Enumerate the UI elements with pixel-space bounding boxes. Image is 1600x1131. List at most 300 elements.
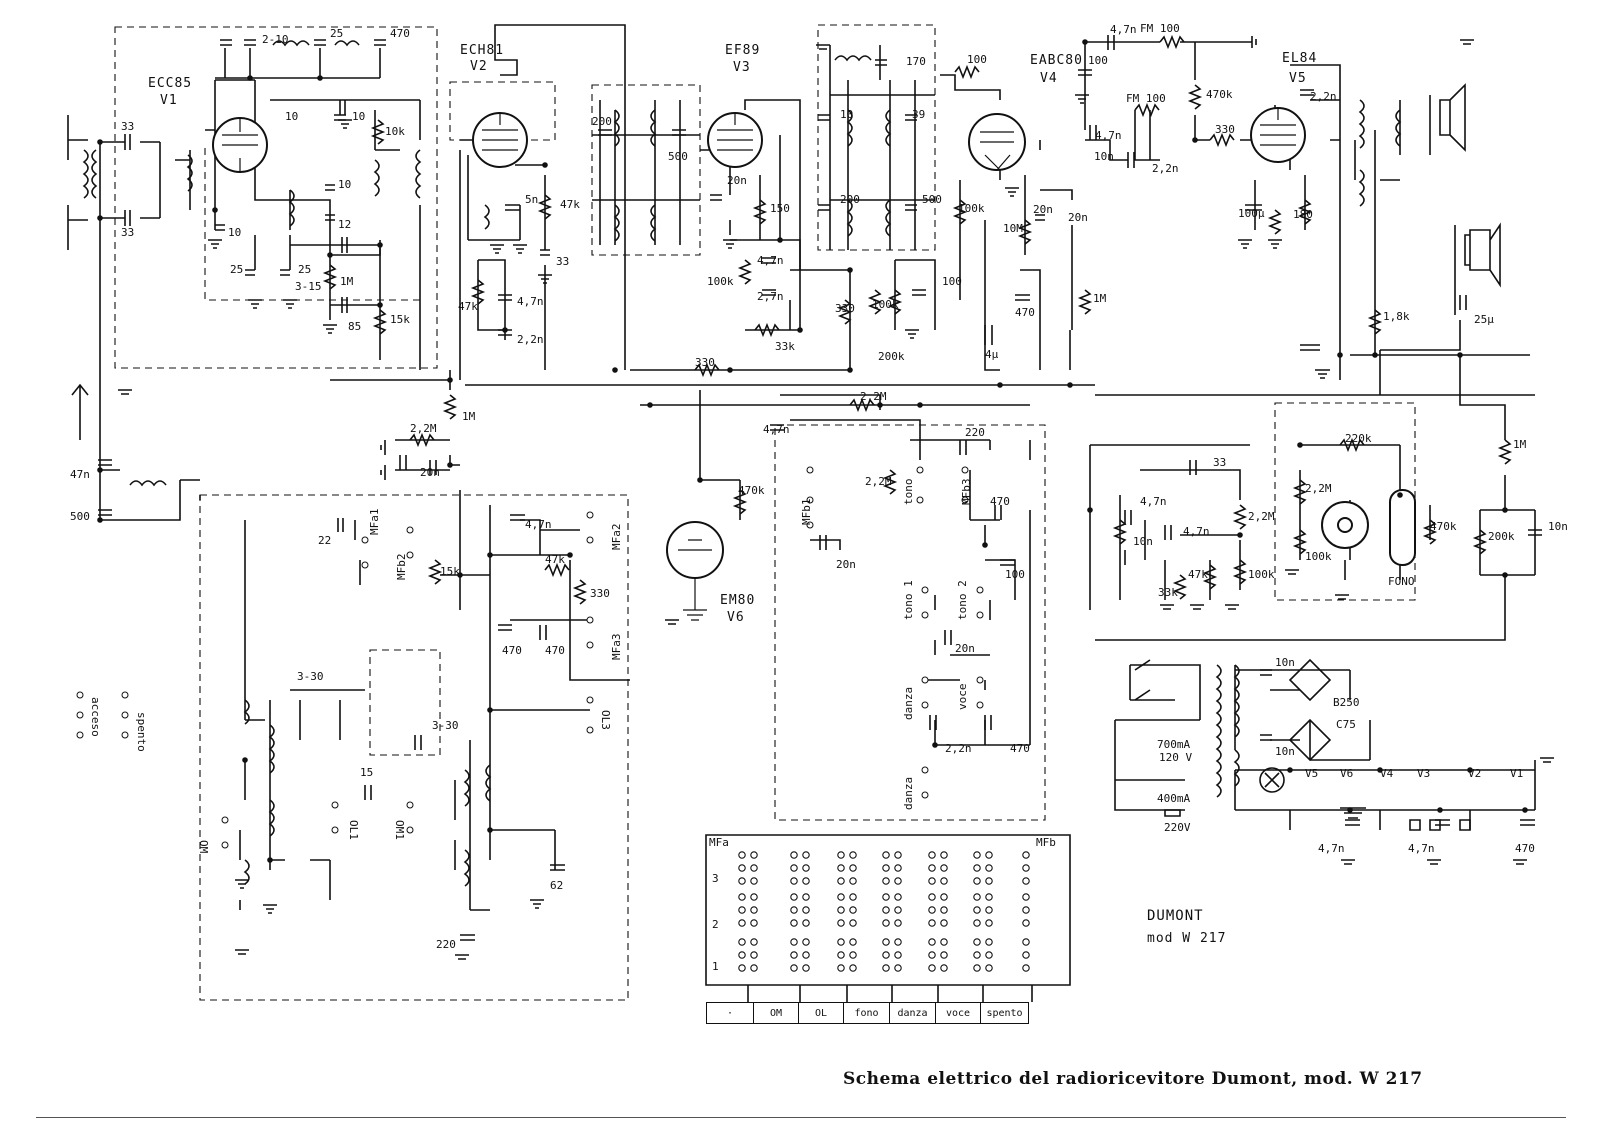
switch-label: danza: [902, 776, 915, 810]
key-fono: fono: [843, 1002, 889, 1024]
value-label: 15k: [440, 565, 460, 578]
value-label: 39: [912, 108, 926, 121]
matrix-contact: [941, 907, 947, 913]
matrix-contact: [986, 965, 992, 971]
switch-label: OL1: [347, 820, 360, 840]
matrix-contact: [850, 965, 856, 971]
switch-label: FONO: [1388, 575, 1415, 588]
value-label: 20n: [420, 466, 440, 479]
tube-ref: V6: [727, 610, 745, 625]
value-label: 2,2n: [517, 333, 544, 346]
tube-label: EM80: [720, 593, 756, 608]
matrix-contact: [751, 952, 757, 958]
tube-ref: V1: [160, 93, 178, 108]
tuning-indicator: [1322, 490, 1415, 565]
matrix-contact: [751, 865, 757, 871]
value-label: 470: [390, 27, 410, 40]
matrix-row-label: 1: [712, 960, 719, 973]
matrix-contact: [838, 894, 844, 900]
switch-label: MFb2: [395, 553, 408, 580]
value-label: 330: [590, 587, 610, 600]
switch-label: MFa2: [610, 523, 623, 550]
matrix-contact: [739, 865, 745, 871]
value-label: 100: [1088, 54, 1108, 67]
matrix-contact: [739, 878, 745, 884]
value-label: 10: [285, 110, 299, 123]
matrix-contact: [941, 939, 947, 945]
value-label: 1M: [340, 275, 354, 288]
tube-ref: V4: [1040, 71, 1058, 86]
model-label: mod W 217: [1147, 931, 1227, 946]
matrix-contact: [803, 952, 809, 958]
value-label: 3-30: [432, 719, 459, 732]
value-label: 10k: [385, 125, 405, 138]
matrix-contact: [751, 965, 757, 971]
pilot-label: acceso: [89, 697, 102, 737]
matrix-contact: [986, 894, 992, 900]
value-label: 47k: [560, 198, 580, 211]
junctions: [97, 39, 1528, 863]
value-label: 2,2M: [410, 422, 437, 435]
value-label: 3-30: [297, 670, 324, 683]
value-label: 100k: [707, 275, 734, 288]
matrix-contact: [895, 965, 901, 971]
matrix-contact: [986, 939, 992, 945]
matrix-contact: [838, 952, 844, 958]
value-label: 500: [70, 510, 90, 523]
value-label: 100k: [872, 298, 899, 311]
matrix-contact: [941, 920, 947, 926]
value-label: 180: [1293, 208, 1313, 221]
matrix-contact: [838, 939, 844, 945]
value-label: 62: [550, 879, 564, 892]
value-label: 200k: [1488, 530, 1515, 543]
value-label: 200: [592, 115, 612, 128]
switch-label: voce: [956, 683, 969, 710]
matrix-contact: [850, 939, 856, 945]
matrix-contact: [974, 894, 980, 900]
value-label: FM 100: [1140, 22, 1180, 35]
value-label: 2,2n: [1310, 90, 1337, 103]
matrix-contact: [791, 965, 797, 971]
value-label: 470k: [738, 484, 765, 497]
value-label: 20n: [727, 174, 747, 187]
value-label: 200: [840, 193, 860, 206]
value-label: 330: [695, 356, 715, 369]
matrix-contact: [974, 920, 980, 926]
matrix-contact: [895, 920, 901, 926]
value-label: 100: [1005, 568, 1025, 581]
value-label: 85: [348, 320, 362, 333]
matrix-contact: [791, 878, 797, 884]
brand-label: DUMONT: [1147, 908, 1204, 924]
value-label: 2,2M: [1305, 482, 1332, 495]
heater-label: V4: [1380, 767, 1394, 780]
matrix-contact: [803, 878, 809, 884]
value-label: 20n: [1068, 211, 1088, 224]
matrix-contact: [791, 907, 797, 913]
value-label: 100k: [958, 202, 985, 215]
matrix-contact: [751, 894, 757, 900]
heater-label: V5: [1305, 767, 1319, 780]
matrix-contact: [974, 965, 980, 971]
matrix-contact: [929, 952, 935, 958]
value-label: 170: [906, 55, 926, 68]
key-danza: danza: [889, 1002, 935, 1024]
value-label: 3-15: [295, 280, 322, 293]
power-label: 120 V: [1159, 751, 1193, 764]
matrix-contact: [986, 907, 992, 913]
value-label: 33: [556, 255, 570, 268]
matrix-contact: [803, 939, 809, 945]
matrix-contact: [751, 907, 757, 913]
matrix-contact: [929, 865, 935, 871]
value-label: 15: [360, 766, 374, 779]
value-label: 10: [840, 108, 854, 121]
matrix-contact: [838, 865, 844, 871]
tube-label: ECC85: [148, 76, 193, 91]
matrix-contact: [929, 920, 935, 926]
matrix-contact: [883, 865, 889, 871]
value-label: 500: [922, 193, 942, 206]
switch-label: tono 1: [902, 580, 915, 620]
matrix-contact: [941, 952, 947, 958]
matrix-contact: [883, 965, 889, 971]
shield-boxes: [115, 25, 1415, 1000]
value-label: 22: [318, 534, 332, 547]
matrix-contact: [986, 878, 992, 884]
matrix-contact: [739, 965, 745, 971]
power-label: 700mA: [1157, 738, 1191, 751]
value-label: 330: [1215, 123, 1235, 136]
matrix-contact: [803, 865, 809, 871]
heater-label: V6: [1340, 767, 1354, 780]
matrix-contact: [883, 952, 889, 958]
matrix-contact: [791, 952, 797, 958]
matrix-contact: [941, 878, 947, 884]
matrix-contact: [739, 852, 745, 858]
value-label: 5n: [525, 193, 539, 206]
matrix-contact: [1023, 907, 1029, 913]
matrix-contact: [974, 865, 980, 871]
tube-v6: [667, 522, 723, 620]
value-label: 4,7n: [1095, 129, 1122, 142]
matrix-contact: [895, 939, 901, 945]
matrix-contact: [751, 920, 757, 926]
matrix-contact: [850, 865, 856, 871]
keyboard-switch-panel: [706, 1002, 1029, 1024]
value-label: 12: [338, 218, 352, 231]
tube-label: EL84: [1282, 51, 1318, 66]
rectifier-sub: C75: [1336, 718, 1356, 731]
matrix-contact: [739, 920, 745, 926]
matrix-contact: [838, 878, 844, 884]
matrix-contact: [929, 894, 935, 900]
matrix-contact: [883, 852, 889, 858]
matrix-contact: [941, 965, 947, 971]
matrix-contact: [1023, 920, 1029, 926]
key-blank: ·: [706, 1002, 753, 1024]
matrix-contact: [883, 939, 889, 945]
matrix-contact: [850, 907, 856, 913]
matrix-contact: [739, 939, 745, 945]
switch-label: OM1: [393, 820, 406, 840]
value-label: 25: [230, 263, 244, 276]
value-label: 100: [942, 275, 962, 288]
value-label: 47k: [1188, 568, 1208, 581]
value-label: 10n: [1133, 535, 1153, 548]
value-label: 33k: [1158, 586, 1178, 599]
matrix-contact: [929, 939, 935, 945]
value-label: 470: [502, 644, 522, 657]
value-label: 20n: [1033, 203, 1053, 216]
matrix-contact: [791, 920, 797, 926]
matrix-contact: [1023, 865, 1029, 871]
matrix-row-label: 2: [712, 918, 719, 931]
value-label: 220k: [1345, 432, 1372, 445]
value-label: 2,2n: [1152, 162, 1179, 175]
value-label: 47n: [70, 468, 90, 481]
matrix-contact: [1023, 965, 1029, 971]
value-label: 470: [990, 495, 1010, 508]
tube-v4: [969, 114, 1025, 170]
pilot-label: spento: [135, 712, 148, 752]
matrix-contact: [883, 907, 889, 913]
value-label: 4,7n: [525, 518, 552, 531]
matrix-contact: [986, 852, 992, 858]
coils: [84, 41, 1400, 886]
matrix-contact: [739, 894, 745, 900]
switch-matrix-contacts: [739, 852, 1032, 1002]
value-label: 25: [330, 27, 344, 40]
tube-ref: V2: [470, 59, 488, 74]
value-label: 2,2n: [945, 742, 972, 755]
matrix-contact: [974, 939, 980, 945]
value-label: 100k: [1248, 568, 1275, 581]
value-label: 330: [835, 302, 855, 315]
value-label: 33: [121, 120, 135, 133]
grounds: [118, 36, 1554, 959]
matrix-contact: [941, 852, 947, 858]
switch-label: MFa1: [368, 508, 381, 535]
matrix-contact: [751, 852, 757, 858]
value-label: 4,7n: [1110, 23, 1137, 36]
labels: [70, 22, 1568, 973]
value-label: 1,8k: [1383, 310, 1410, 323]
value-label: 10n: [1094, 150, 1114, 163]
matrix-contact: [883, 878, 889, 884]
matrix-contact: [986, 865, 992, 871]
matrix-contact: [791, 894, 797, 900]
value-label: 20n: [955, 642, 975, 655]
matrix-contact: [791, 852, 797, 858]
matrix-contact: [941, 865, 947, 871]
matrix-contact: [895, 907, 901, 913]
matrix-contact: [883, 894, 889, 900]
matrix-contact: [791, 939, 797, 945]
matrix-contact: [986, 920, 992, 926]
rectifier-label: B250: [1333, 696, 1360, 709]
switch-label: MFb3: [960, 478, 973, 505]
value-label: 47k: [458, 300, 478, 313]
value-label: 2,2M: [860, 390, 887, 403]
value-label: 150: [770, 202, 790, 215]
value-label: 20n: [836, 558, 856, 571]
tubes: [213, 108, 1415, 620]
matrix-contact: [803, 852, 809, 858]
value-label: 220: [965, 426, 985, 439]
matrix-contact: [739, 952, 745, 958]
switch-label: OM: [197, 840, 210, 854]
matrix-contact: [803, 965, 809, 971]
matrix-contact: [974, 907, 980, 913]
value-label: 4,7n: [1183, 525, 1210, 538]
value-label: 100k: [1305, 550, 1332, 563]
value-label: 1M: [1513, 438, 1527, 451]
key-ol: OL: [798, 1002, 843, 1024]
matrix-group-b: MFb: [1036, 836, 1056, 849]
matrix-contact: [895, 852, 901, 858]
misc-symbols: [72, 85, 1500, 830]
value-label: 10: [228, 226, 242, 239]
matrix-contact: [850, 894, 856, 900]
matrix-contact: [803, 907, 809, 913]
matrix-contact: [895, 878, 901, 884]
value-label: 33: [121, 226, 135, 239]
matrix-contact: [1023, 852, 1029, 858]
key-voce: voce: [935, 1002, 980, 1024]
value-label: 10M: [1003, 222, 1023, 235]
value-label: 100: [967, 53, 987, 66]
tube-v1: [213, 118, 267, 172]
matrix-contact: [974, 852, 980, 858]
heater-label: V2: [1468, 767, 1482, 780]
bottom-rule: [36, 1117, 1566, 1118]
value-label: FM 100: [1126, 92, 1166, 105]
matrix-contact: [883, 920, 889, 926]
value-label: 4,7n: [757, 254, 784, 267]
value-label: 15k: [390, 313, 410, 326]
matrix-contact: [986, 952, 992, 958]
value-label: 25µ: [1474, 313, 1494, 326]
value-label: 33k: [775, 340, 795, 353]
figure-caption: Schema elettrico del radioricevitore Dumont, mod. W 217: [843, 1069, 1423, 1089]
value-label: 2,2M: [865, 475, 892, 488]
matrix-row-label: 3: [712, 872, 719, 885]
tube-ref: V3: [733, 60, 751, 75]
matrix-contact: [929, 878, 935, 884]
value-label: 2,7n: [757, 290, 784, 303]
tube-ref: V5: [1289, 71, 1307, 86]
tube-v2: [473, 113, 527, 167]
value-label: 470k: [1206, 88, 1233, 101]
value-label: 4,7n: [1318, 842, 1345, 855]
value-label: 10n: [1275, 745, 1295, 758]
tube-label: EABC80: [1030, 53, 1083, 68]
matrix-contact: [1023, 894, 1029, 900]
key-spento: spento: [980, 1002, 1029, 1024]
matrix-contact: [850, 852, 856, 858]
matrix-contact: [739, 907, 745, 913]
tube-label: EF89: [725, 43, 761, 58]
value-label: 47k: [545, 553, 565, 566]
matrix-contact: [838, 907, 844, 913]
value-label: 2,2M: [1248, 510, 1275, 523]
matrix-contact: [974, 952, 980, 958]
value-label: 470: [1010, 742, 1030, 755]
matrix-contact: [791, 865, 797, 871]
switch-label: danza: [902, 686, 915, 720]
value-label: 1M: [1093, 292, 1107, 305]
power-label: 220V: [1164, 821, 1191, 834]
matrix-contact: [850, 920, 856, 926]
value-label: 200k: [878, 350, 905, 363]
matrix-contact: [1023, 939, 1029, 945]
value-label: 4,7n: [1140, 495, 1167, 508]
value-label: 4,7n: [1408, 842, 1435, 855]
matrix-contact: [803, 920, 809, 926]
matrix-contact: [751, 939, 757, 945]
value-label: 500: [668, 150, 688, 163]
matrix-contact: [929, 852, 935, 858]
matrix-contact: [838, 852, 844, 858]
matrix-contact: [929, 907, 935, 913]
value-label: 100µ: [1238, 207, 1265, 220]
matrix-contact: [838, 920, 844, 926]
matrix-contact: [751, 878, 757, 884]
value-label: 470: [545, 644, 565, 657]
value-label: 470k: [1430, 520, 1457, 533]
switch-label: OL3: [599, 710, 612, 730]
matrix-contact: [803, 894, 809, 900]
value-label: 25: [298, 263, 312, 276]
matrix-contact: [974, 878, 980, 884]
matrix-contact: [1023, 878, 1029, 884]
value-label: 1M: [462, 410, 476, 423]
matrix-contact: [929, 965, 935, 971]
value-label: 470: [1015, 306, 1035, 319]
matrix-group-a: MFa: [709, 836, 729, 849]
value-label: 10: [338, 178, 352, 191]
value-label: 33: [1213, 456, 1227, 469]
matrix-contact: [895, 894, 901, 900]
tube-v5: [1251, 108, 1305, 162]
matrix-contact: [850, 952, 856, 958]
matrix-contact: [941, 894, 947, 900]
value-label: 10n: [1548, 520, 1568, 533]
tube-v3: [708, 113, 762, 167]
power-label: 400mA: [1157, 792, 1191, 805]
value-label: 470: [1515, 842, 1535, 855]
matrix-contact: [1023, 952, 1029, 958]
heater-label: V3: [1417, 767, 1431, 780]
value-label: 10: [352, 110, 366, 123]
matrix-contact: [850, 878, 856, 884]
heater-label: V1: [1510, 767, 1524, 780]
tube-label: ECH81: [460, 43, 505, 58]
key-om: OM: [753, 1002, 798, 1024]
matrix-contact: [895, 865, 901, 871]
switch-label: MFa3: [610, 633, 623, 660]
switch-label: tono 2: [956, 580, 969, 620]
matrix-contact: [838, 965, 844, 971]
value-label: 2-10: [262, 33, 289, 46]
switch-label: tono: [902, 478, 915, 505]
value-label: 4µ: [985, 348, 999, 361]
value-label: 4,7n: [763, 423, 790, 436]
value-label: 4,7n: [517, 295, 544, 308]
switch-label: MFb1: [800, 498, 813, 525]
